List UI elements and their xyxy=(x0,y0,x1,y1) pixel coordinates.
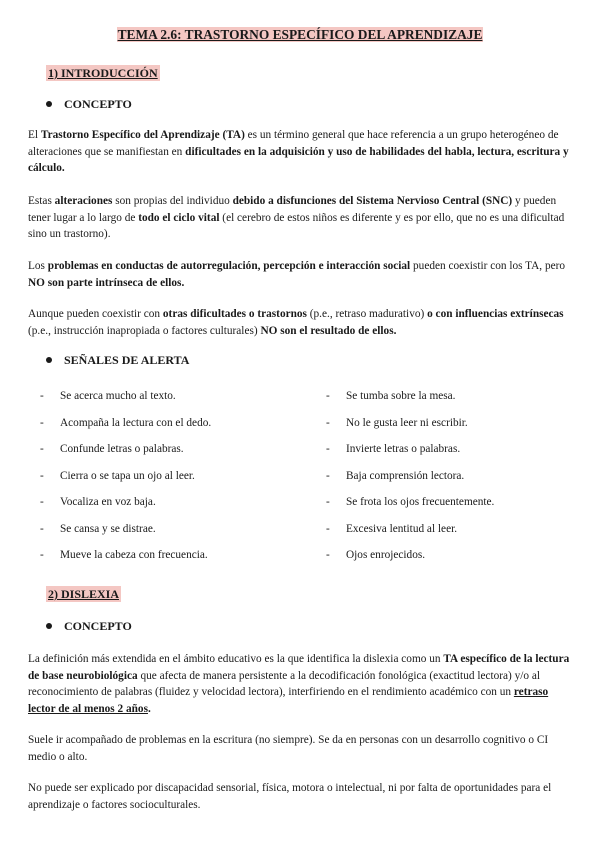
signals-heading: SEÑALES DE ALERTA xyxy=(46,353,189,368)
list-item: - Mueve la cabeza con frecuencia. xyxy=(40,549,208,561)
list-item: - Invierte letras o palabras. xyxy=(326,443,461,455)
list-item: - Vocaliza en voz baja. xyxy=(40,496,156,508)
paragraph-intro-3: Los problemas en conductas de autorregulación, percepción e interacción social pueden coexistir con los TA, pero NO son parte intrínseca de ellos. xyxy=(28,260,566,289)
list-item: - Cierra o se tapa un ojo al leer. xyxy=(40,470,195,482)
concept-heading: CONCEPTO xyxy=(46,619,132,634)
paragraph-intro-1: El Trastorno Específico del Aprendizaje (TA) es un término general que hace referencia a un grupo heterogéneo de alteraciones que se manifiestan en dificultades en la adquisición y uso de habilidades del habla, lectura, escritura y cálculo. xyxy=(28,129,569,175)
paragraph-dislexia-3: No puede ser explicado por discapacidad sensorial, física, motora o intelectual, ni por falta de oportunidades para el aprendizaje o factores socioculturales. xyxy=(28,782,552,811)
list-item: - Confunde letras o palabras. xyxy=(40,443,184,455)
concept-heading: CONCEPTO xyxy=(46,97,132,112)
list-item: - Acompaña la lectura con el dedo. xyxy=(40,417,212,429)
list-item: - Baja comprensión lectora. xyxy=(326,470,465,482)
paragraph-intro-2: Estas alteraciones son propias del individuo debido a disfunciones del Sistema Nervioso Central (SNC) y pueden tener lugar a lo largo de todo el ciclo vital (el cerebro de estos niños es diferente y es por ello, que no es una dificultad sino un trastorno). xyxy=(28,195,565,241)
list-item: - Se cansa y se distrae. xyxy=(40,523,156,535)
paragraph-dislexia-1: La definición más extendida en el ámbito educativo es la que identifica la dislexia como un TA específico de la lectura de base neurobiológica que afecta de manera persistente a la decodificación fonológica (exactitud lectora) y/o al reconocimiento de palabras (fluidez y velocidad lectora), interfiriendo en el rendimiento académico con un retraso lector de al menos 2 años. xyxy=(28,653,570,715)
list-item: - Se tumba sobre la mesa. xyxy=(326,390,456,402)
bullet-icon xyxy=(46,357,52,363)
bullet-icon xyxy=(46,623,52,629)
list-item: - No le gusta leer ni escribir. xyxy=(326,417,468,429)
paragraph-intro-4: Aunque pueden coexistir con otras dificultades o trastornos (p.e., retraso madurativo) o con influencias extrínsecas (p.e., instrucción inapropiada o factores culturales) NO son el resultado de ellos. xyxy=(28,308,564,337)
bullet-icon xyxy=(46,101,52,107)
list-item: - Se frota los ojos frecuentemente. xyxy=(326,496,495,508)
list-item: - Ojos enrojecidos. xyxy=(326,549,426,561)
section-heading-dislexia: 2) DISLEXIA xyxy=(48,587,120,601)
list-item: - Excesiva lentitud al leer. xyxy=(326,523,458,535)
page-title: TEMA 2.6: TRASTORNO ESPECÍFICO DEL APRENDIZAJE xyxy=(117,27,483,42)
list-item: - Se acerca mucho al texto. xyxy=(40,390,176,402)
paragraph-dislexia-2: Suele ir acompañado de problemas en la escritura (no siempre). Se da en personas con un desarrollo cognitivo o CI medio o alto. xyxy=(28,734,549,763)
section-heading-introduccion: 1) INTRODUCCIÓN xyxy=(48,66,158,80)
